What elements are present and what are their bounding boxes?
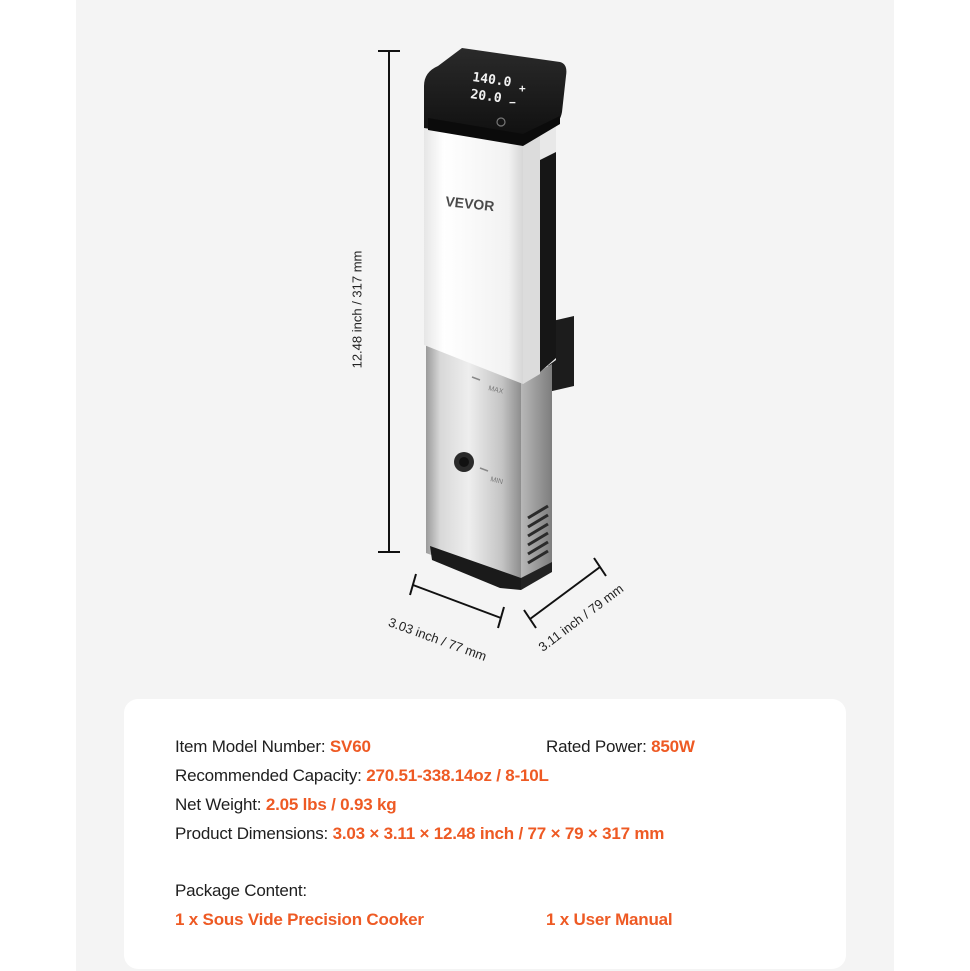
spec-power-value: 850W [651, 737, 695, 756]
display-minus-icon: − [509, 96, 516, 109]
spec-weight: Net Weight: 2.05 lbs / 0.93 kg [175, 795, 397, 814]
brand-logo: VEVOR [444, 193, 496, 215]
display-plus-icon: + [519, 82, 526, 95]
depth-dimension-label: 3.11 inch / 79 mm [535, 580, 627, 655]
display-temp-bottom: 20.0 [469, 87, 503, 107]
package-title: Package Content: [175, 881, 307, 900]
height-dimension-line [378, 51, 400, 552]
spec-capacity-value: 270.51-338.14oz / 8-10L [366, 766, 549, 785]
spec-power: Rated Power: 850W [546, 737, 695, 756]
spec-model-value: SV60 [329, 737, 371, 756]
white-housing [424, 118, 556, 384]
spec-card [124, 699, 846, 969]
min-fill-marker: MIN [489, 476, 504, 487]
spec-capacity: Recommended Capacity: 270.51-338.14oz / 8-10L [175, 766, 549, 785]
spec-dimensions: Product Dimensions: 3.03 × 3.11 × 12.48 inch / 77 × 79 × 317 mm [175, 824, 665, 843]
spec-model: Item Model Number: SV60 [175, 737, 371, 756]
spec-weight-value: 2.05 lbs / 0.93 kg [265, 795, 397, 814]
display-temp-top: 140.0 [471, 70, 513, 91]
width-dimension-label: 3.03 inch / 77 mm [386, 614, 489, 664]
spec-dimensions-value: 3.03 × 3.11 × 12.48 inch / 77 × 79 × 317 mm [332, 824, 665, 843]
package-item-manual: 1 x User Manual [546, 910, 673, 929]
steel-tube [426, 345, 552, 590]
height-dimension-label: 12.48 inch / 317 mm [349, 250, 365, 369]
max-fill-marker: MAX [487, 385, 504, 396]
package-item-cooker: 1 x Sous Vide Precision Cooker [175, 910, 424, 929]
